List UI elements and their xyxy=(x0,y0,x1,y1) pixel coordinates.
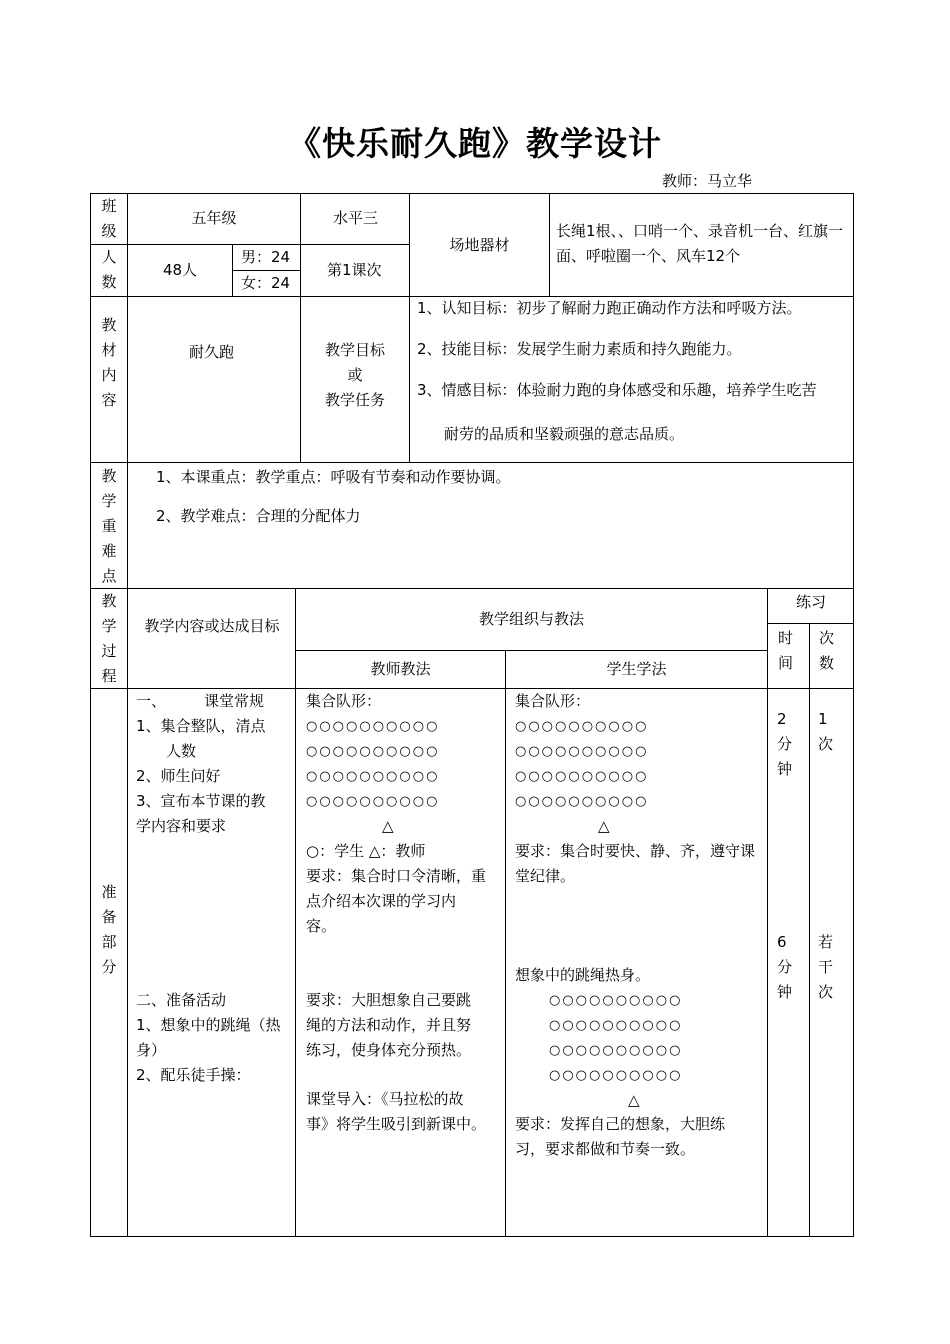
key-difficulty-label: 教 学 重 难 点 xyxy=(101,467,117,585)
material-label: 教 材 内 容 xyxy=(101,316,117,409)
time-2: 6 分 钟 xyxy=(777,933,793,1001)
teacher-method-header: 教师教法 xyxy=(370,660,431,678)
teacher-position-triangle: △ xyxy=(598,817,610,835)
goal-cognitive: 1、认知目标：初步了解耐力跑正确动作方法和呼吸方法。 xyxy=(417,299,802,317)
warmup-item1-cont: 身） xyxy=(136,1041,167,1059)
teacher-formation-row: ○○○○○○○○○○ xyxy=(306,769,440,784)
goal-skill: 2、技能目标：发展学生耐力素质和持久跑能力。 xyxy=(417,340,742,358)
student-formation-label: 集合队形： xyxy=(515,692,591,710)
teacher-formation-row: ○○○○○○○○○○ xyxy=(306,719,440,734)
time-1: 2 分 钟 xyxy=(777,710,793,778)
page-title: 《快乐耐久跑》教学设计 xyxy=(288,124,662,163)
count-2: 若 干 次 xyxy=(818,933,834,1001)
class-value: 五年级 xyxy=(191,209,237,227)
venue-value: 长绳1根、、口哨一个、录音机一台、红旗一面、呼啦圈一个、风车12个 xyxy=(556,222,844,265)
venue-label: 场地器材 xyxy=(449,236,510,254)
student-formation-row: ○○○○○○○○○○ xyxy=(515,769,649,784)
warmup-item1: 1、想象中的跳绳（热 xyxy=(136,1016,281,1034)
teacher-req-line: 要求：集合时口令清晰，重 xyxy=(306,867,487,885)
routine-num: 一、 xyxy=(136,692,167,710)
male-count: 男：24 xyxy=(241,248,291,266)
content-header: 教学内容或达成目标 xyxy=(144,617,280,635)
warmup-title: 二、准备活动 xyxy=(136,991,227,1009)
prep-label: 准 备 部 分 xyxy=(101,883,117,976)
content-item1: 1、集合整队，清点 xyxy=(136,717,266,735)
student-formation-row: ○○○○○○○○○○ xyxy=(515,744,649,759)
class-label: 班 级 xyxy=(101,197,117,240)
goal-label: 教学目标 或 教学任务 xyxy=(324,341,385,409)
difficulty-point: 2、教学难点：合理的分配体力 xyxy=(156,507,361,525)
student-formation-row: ○○○○○○○○○○ xyxy=(515,794,649,809)
goal-emotion: 3、情感目标：体验耐力跑的身体感受和乐趣，培养学生吃苦 xyxy=(417,381,817,399)
org-header: 教学组织与教法 xyxy=(478,610,584,628)
warmup-formation-row: ○○○○○○○○○○ xyxy=(549,1043,683,1058)
student-req-line: 要求：集合时要快、静、齐，遵守课 xyxy=(515,842,756,860)
warmup-formation-row: ○○○○○○○○○○ xyxy=(549,1018,683,1033)
content-item2: 2、师生问好 xyxy=(136,767,221,785)
teacher-name: 教师：马立华 xyxy=(662,172,753,190)
student-req-line: 堂纪律。 xyxy=(515,867,576,885)
lesson-number: 第1课次 xyxy=(327,261,382,279)
student-formation-row: ○○○○○○○○○○ xyxy=(515,719,649,734)
warmup-item2: 2、配乐徒手操： xyxy=(136,1066,251,1084)
teacher-req-line: 绳的方法和动作，并且努 xyxy=(306,1016,472,1034)
student-method-header: 学生学法 xyxy=(606,660,667,678)
practice-header: 练习 xyxy=(795,593,826,611)
time-header: 时 间 xyxy=(778,629,794,672)
student-req-line: 习，要求都做和节奏一致。 xyxy=(515,1140,696,1158)
lesson-intro: 课堂导入：《马拉松的故 xyxy=(306,1090,464,1108)
times-header: 次 数 xyxy=(819,629,835,672)
teacher-req-line: 容。 xyxy=(306,917,337,935)
teacher-req-line: 点介绍本次课的学习内 xyxy=(306,892,457,910)
formation-legend: ○：学生 △：教师 xyxy=(306,842,426,860)
count-1: 1 次 xyxy=(818,710,834,753)
teacher-formation-row: ○○○○○○○○○○ xyxy=(306,744,440,759)
teacher-position-triangle: △ xyxy=(628,1091,640,1109)
content-item3-cont: 学内容和要求 xyxy=(136,817,227,835)
student-req-line: 要求：发挥自己的想象，大胆练 xyxy=(515,1115,726,1133)
teacher-formation-row: ○○○○○○○○○○ xyxy=(306,794,440,809)
material-value: 耐久跑 xyxy=(189,343,235,361)
content-item3: 3、宣布本节课的教 xyxy=(136,792,266,810)
routine-title: 课堂常规 xyxy=(204,692,265,710)
female-count: 女：24 xyxy=(241,274,291,292)
warmup-formation-row: ○○○○○○○○○○ xyxy=(549,993,683,1008)
warmup-imagine: 想象中的跳绳热身。 xyxy=(515,966,651,984)
process-label: 教 学 过 程 xyxy=(101,592,117,685)
lesson-intro-cont: 事》将学生吸引到新课中。 xyxy=(306,1115,487,1133)
warmup-formation-row: ○○○○○○○○○○ xyxy=(549,1068,683,1083)
teacher-req-line: 练习，使身体充分预热。 xyxy=(306,1041,472,1059)
goal-emotion-cont: 耐劳的品质和坚毅顽强的意志品质。 xyxy=(444,425,685,443)
teacher-position-triangle: △ xyxy=(382,817,394,835)
content-item1-cont: 人数 xyxy=(166,742,197,760)
key-point: 1、本课重点：教学重点：呼吸有节奏和动作要协调。 xyxy=(156,468,511,486)
teacher-req-line: 要求：大胆想象自己要跳 xyxy=(306,991,472,1009)
level-value: 水平三 xyxy=(333,209,379,227)
count-label: 人 数 xyxy=(101,248,117,291)
count-value: 48人 xyxy=(162,261,198,279)
teacher-formation-label: 集合队形： xyxy=(306,692,382,710)
